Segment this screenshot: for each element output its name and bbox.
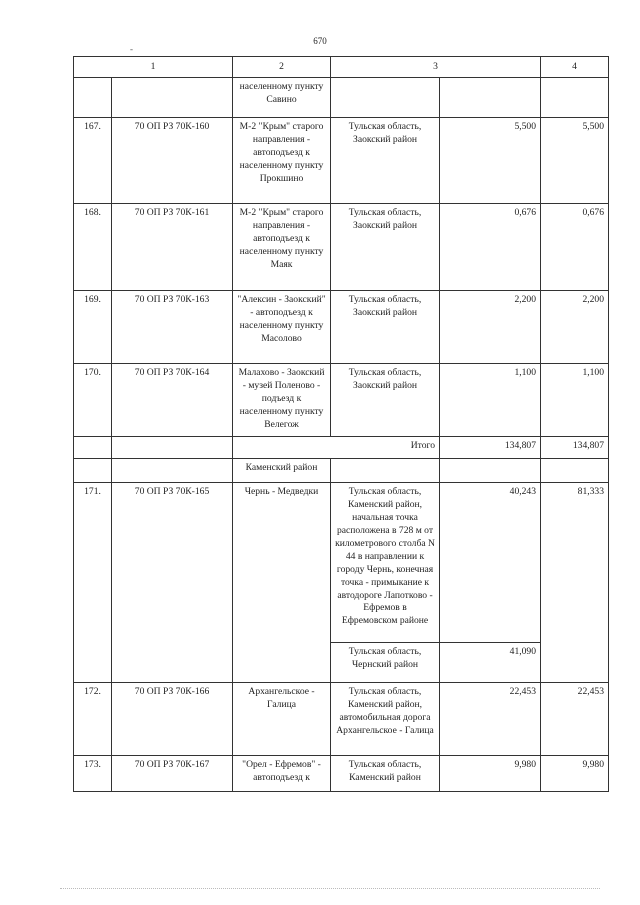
itogo-row [74, 437, 609, 459]
cell-num: 167. [74, 118, 112, 204]
table-row [74, 756, 609, 792]
table-row [74, 483, 609, 643]
section-row [74, 459, 609, 483]
cell-location: Тульская область, Заокский район [331, 291, 440, 364]
cell-total [541, 78, 609, 118]
cell-code [112, 459, 233, 483]
cell-code [112, 78, 233, 118]
page-number: 670 [313, 36, 327, 46]
cell-total: 9,980 [541, 756, 609, 792]
cell-length: 2,200 [440, 291, 541, 364]
cell-location: Тульская область, Каменский район, автомобильная дорога Архангельское - Галица [331, 683, 440, 756]
cell-total: 2,200 [541, 291, 609, 364]
cell-num [74, 459, 112, 483]
cell-num: 173. [74, 756, 112, 792]
cell-length: 1,100 [440, 364, 541, 437]
cell-length: 9,980 [440, 756, 541, 792]
cell-name: населенному пункту Савино [233, 78, 331, 118]
cell-code: 70 ОП РЗ 70К-165 [112, 483, 233, 683]
header-col-1: 1 [74, 57, 233, 78]
cell-num [74, 437, 112, 459]
cell-num: 168. [74, 204, 112, 291]
cell-code: 70 ОП РЗ 70К-160 [112, 118, 233, 204]
cell-location: Тульская область, Каменский район [331, 756, 440, 792]
cell-num: 171. [74, 483, 112, 683]
itogo-label: Итого [233, 437, 440, 459]
cell-location [331, 459, 440, 483]
cell-location [331, 78, 440, 118]
table-row [74, 204, 609, 291]
cell-name: Архангельское - Галица [233, 683, 331, 756]
cell-code: 70 ОП РЗ 70К-167 [112, 756, 233, 792]
cell-location: Тульская область, Чернский район [331, 643, 440, 683]
cell-total: 22,453 [541, 683, 609, 756]
cell-num [74, 78, 112, 118]
cell-total: 0,676 [541, 204, 609, 291]
header-col-3: 3 [331, 57, 541, 78]
cell-total: 81,333 [541, 483, 609, 683]
cell-length: 40,243 [440, 483, 541, 643]
cell-name: "Орел - Ефремов" - автоподъезд к [233, 756, 331, 792]
cell-name: М-2 "Крым" старого направления - автоподъезд к населенному пункту Прокшино [233, 118, 331, 204]
roads-table [73, 56, 609, 792]
cell-name: Чернь - Медведки [233, 483, 331, 683]
cell-length: 22,453 [440, 683, 541, 756]
cell-total: 1,100 [541, 364, 609, 437]
cell-name: М-2 "Крым" старого направления - автоподъезд к населенному пункту Маяк [233, 204, 331, 291]
page-footer-line [60, 888, 600, 891]
header-col-4: 4 [541, 57, 609, 78]
cell-num: 172. [74, 683, 112, 756]
cell-location: Тульская область, Каменский район, начальная точка расположена в 728 м от километрового столба N 44 в направлении к городу Чернь, конечная точка - примыкание к автодороге Лапотково - Ефремов в Ефремовском районе [331, 483, 440, 643]
cell-code: 70 ОП РЗ 70К-161 [112, 204, 233, 291]
header-col-2: 2 [233, 57, 331, 78]
table-row [74, 364, 609, 437]
cell-location: Тульская область, Заокский район [331, 118, 440, 204]
cell-location: Тульская область, Заокский район [331, 364, 440, 437]
header-row [74, 57, 609, 78]
cell-length: 0,676 [440, 204, 541, 291]
table-row [74, 118, 609, 204]
section-title: Каменский район [233, 459, 331, 483]
continuation-row [74, 78, 609, 118]
cell-length [440, 78, 541, 118]
cell-code: 70 ОП РЗ 70К-166 [112, 683, 233, 756]
cell-num: 169. [74, 291, 112, 364]
table-row [74, 683, 609, 756]
cell-length: 5,500 [440, 118, 541, 204]
itogo-length: 134,807 [440, 437, 541, 459]
cell-code: 70 ОП РЗ 70К-163 [112, 291, 233, 364]
itogo-total: 134,807 [541, 437, 609, 459]
cell-length [440, 459, 541, 483]
cell-code: 70 ОП РЗ 70К-164 [112, 364, 233, 437]
cell-name: Малахово - Заокский - музей Поленово - подъезд к населенному пункту Велегож [233, 364, 331, 437]
cell-code [112, 437, 233, 459]
cell-name: "Алексин - Заокский" - автоподъезд к населенному пункту Масолово [233, 291, 331, 364]
cell-num: 170. [74, 364, 112, 437]
cell-location: Тульская область, Заокский район [331, 204, 440, 291]
cell-total: 5,500 [541, 118, 609, 204]
scan-mark: - [130, 44, 133, 54]
cell-length: 41,090 [440, 643, 541, 683]
cell-total [541, 459, 609, 483]
table-row [74, 291, 609, 364]
